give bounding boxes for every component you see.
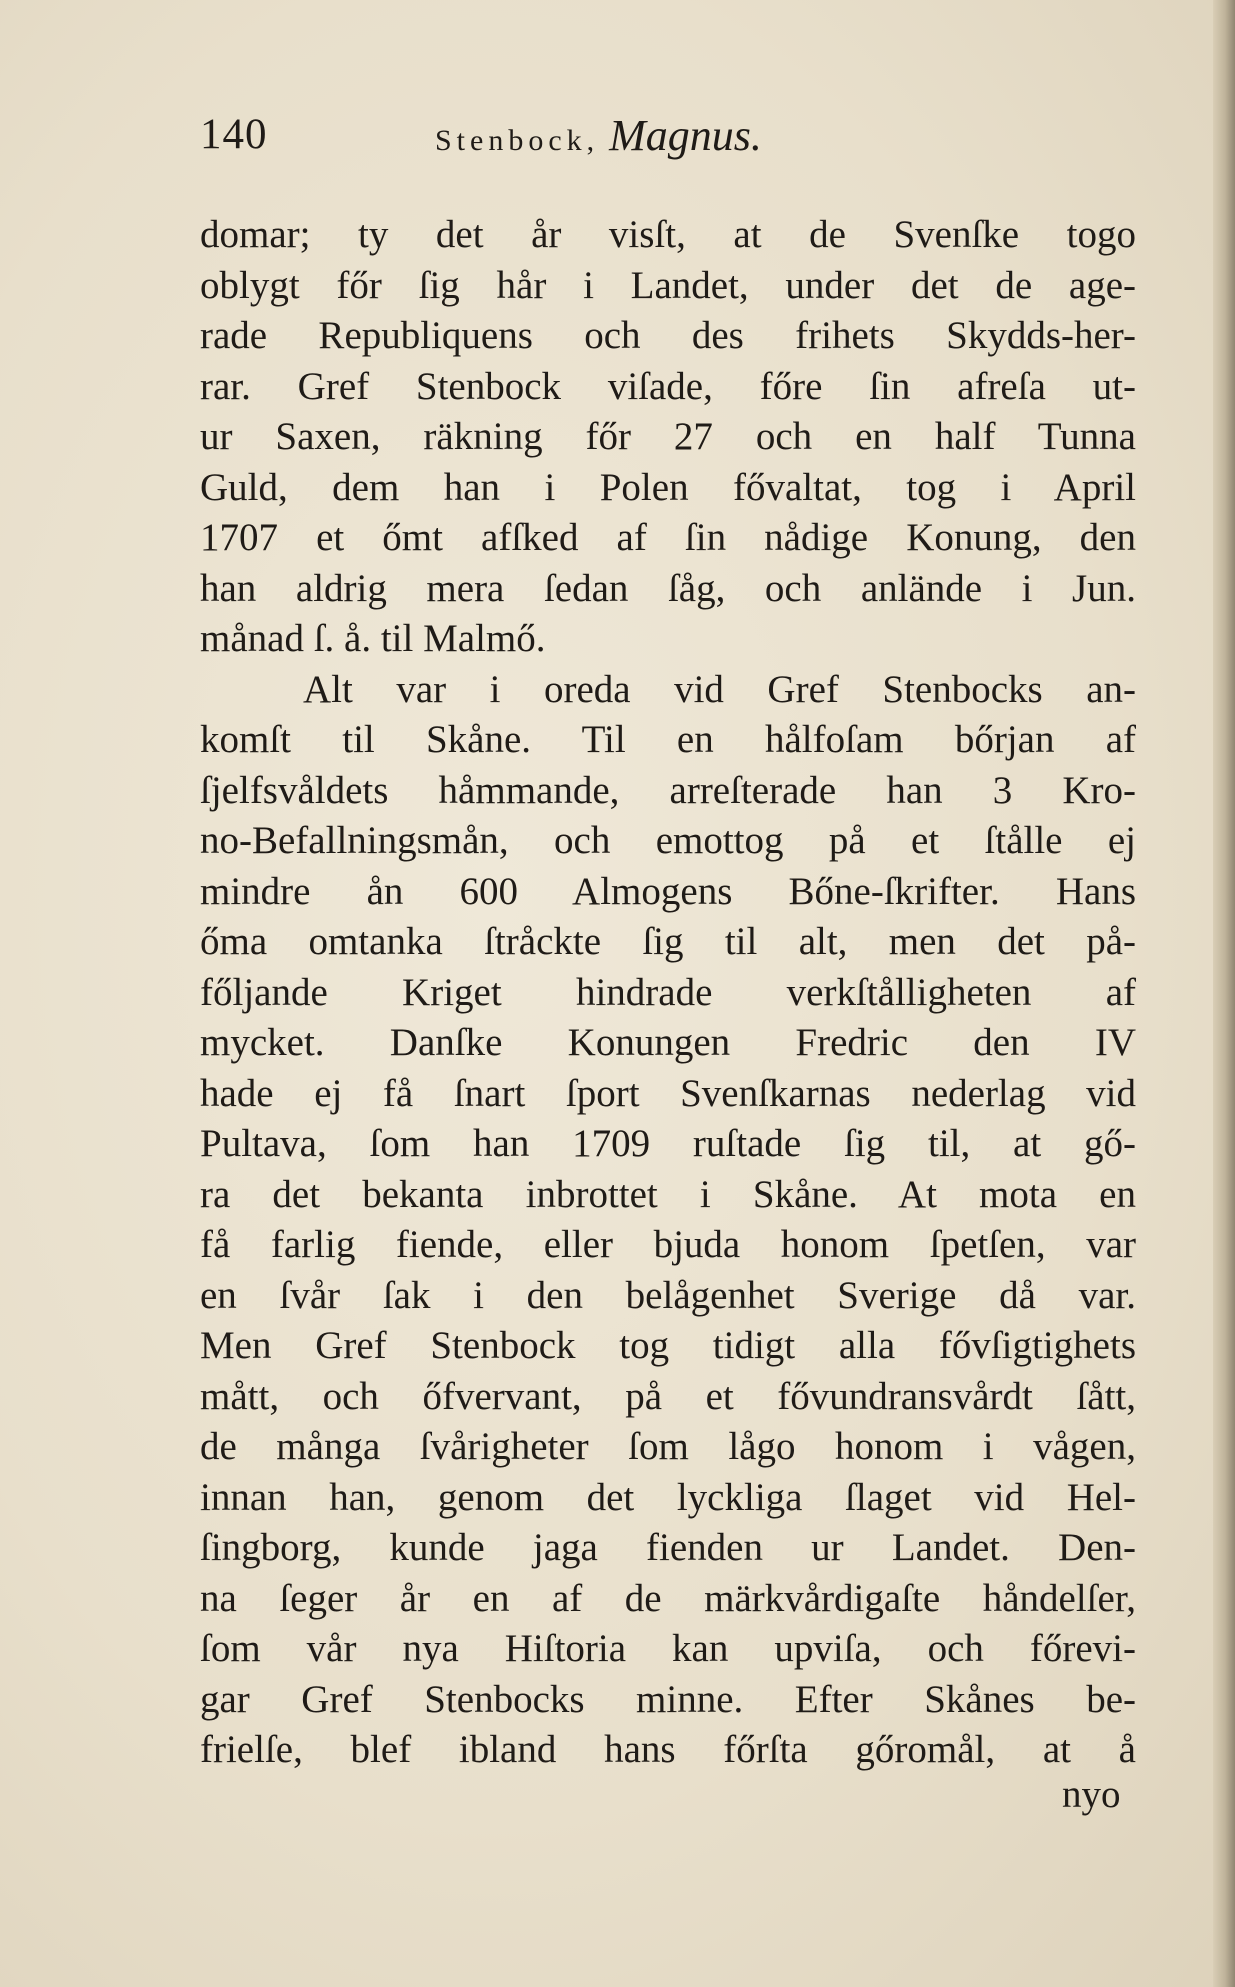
body-text: [200, 210, 1136, 1776]
text-line: gar Gref Stenbocks minne. Efter Skånes be-: [200, 1677, 1136, 1721]
text-line: őma omtanka ſtråckte ſig til alt, men det på-: [200, 920, 1136, 963]
text-line: ra det bekanta inbrottet i Skåne. At mota en: [200, 1172, 1136, 1216]
catchword: nyo: [1062, 1773, 1121, 1816]
text-line: de många ſvårigheter ſom lågo honom i vågen,: [200, 1425, 1136, 1468]
page-number: 140: [200, 111, 268, 158]
text-line: mycket. Danſke Konungen Fredric den IV: [200, 1021, 1136, 1064]
text-line: frielſe, blef ibland hans főrſta gőromål, at å: [200, 1728, 1136, 1771]
page-header: [200, 104, 1140, 164]
text-line: Pultava, ſom han 1709 ruſtade ſig til, at gő-: [200, 1122, 1136, 1165]
text-line: Alt var i oreda vid Gref Stenbocks an-: [303, 667, 1136, 711]
running-title-italic: Magnus.: [609, 111, 762, 160]
text-line: Men Gref Stenbock tog tidigt alla fővſigtighets: [200, 1324, 1136, 1367]
text-line: få farlig fiende, eller bjuda honom ſpetſen, var: [200, 1223, 1136, 1266]
running-title-caps: Stenbock,: [435, 124, 600, 157]
running-title: [435, 110, 762, 161]
text-line: ſjelfsvåldets håmmande, arreſterade han 3 Kro-: [200, 768, 1136, 812]
text-line: månad ſ. å. til Malmő.: [200, 617, 546, 660]
text-line: ſingborg, kunde jaga fienden ur Landet. Den-: [200, 1526, 1136, 1569]
text-line: ſom vår nya Hiſtoria kan upviſa, och főrevi-: [200, 1627, 1136, 1670]
text-line: mindre ån 600 Almogens Bőne-ſkrifter. Hans: [200, 869, 1136, 913]
text-line: no-Befallningsmån, och emottog på et ſtålle ej: [200, 819, 1136, 862]
text-line: hade ej få ſnart ſport Svenſkarnas nederlag vid: [200, 1071, 1136, 1115]
text-line: rade Republiquens och des frihets Skydds-her-: [200, 314, 1136, 357]
text-line: rar. Gref Stenbock viſade, főre ſin afreſa ut-: [200, 364, 1136, 408]
text-line: na ſeger år en af de märkvårdigaſte håndelſer,: [200, 1576, 1136, 1620]
text-line: főljande Kriget hindrade verkſtålligheten af: [200, 970, 1136, 1014]
text-line: mått, och őfvervant, på et fővundransvårdt ſått,: [200, 1374, 1136, 1418]
text-line: oblygt főr ſig hår i Landet, under det de age-: [200, 263, 1136, 307]
text-line: Guld, dem han i Polen fővaltat, tog i April: [200, 465, 1136, 509]
text-line: domar; ty det år visſt, at de Svenſke togo: [200, 213, 1136, 256]
text-line: komſt til Skåne. Til en hålfoſam bőrjan af: [200, 718, 1136, 761]
text-line: ur Saxen, räkning főr 27 och en half Tunna: [200, 415, 1136, 458]
text-line: en ſvår ſak i den belågenhet Sverige då var.: [200, 1273, 1136, 1317]
text-line: 1707 et őmt afſked af ſin nådige Konung, den: [200, 516, 1136, 559]
text-line: han aldrig mera ſedan ſåg, och anlände i Jun.: [200, 566, 1136, 610]
page-edge-shadow: [1213, 0, 1235, 1987]
text-line: innan han, genom det lyckliga ſlaget vid Hel-: [200, 1475, 1136, 1519]
